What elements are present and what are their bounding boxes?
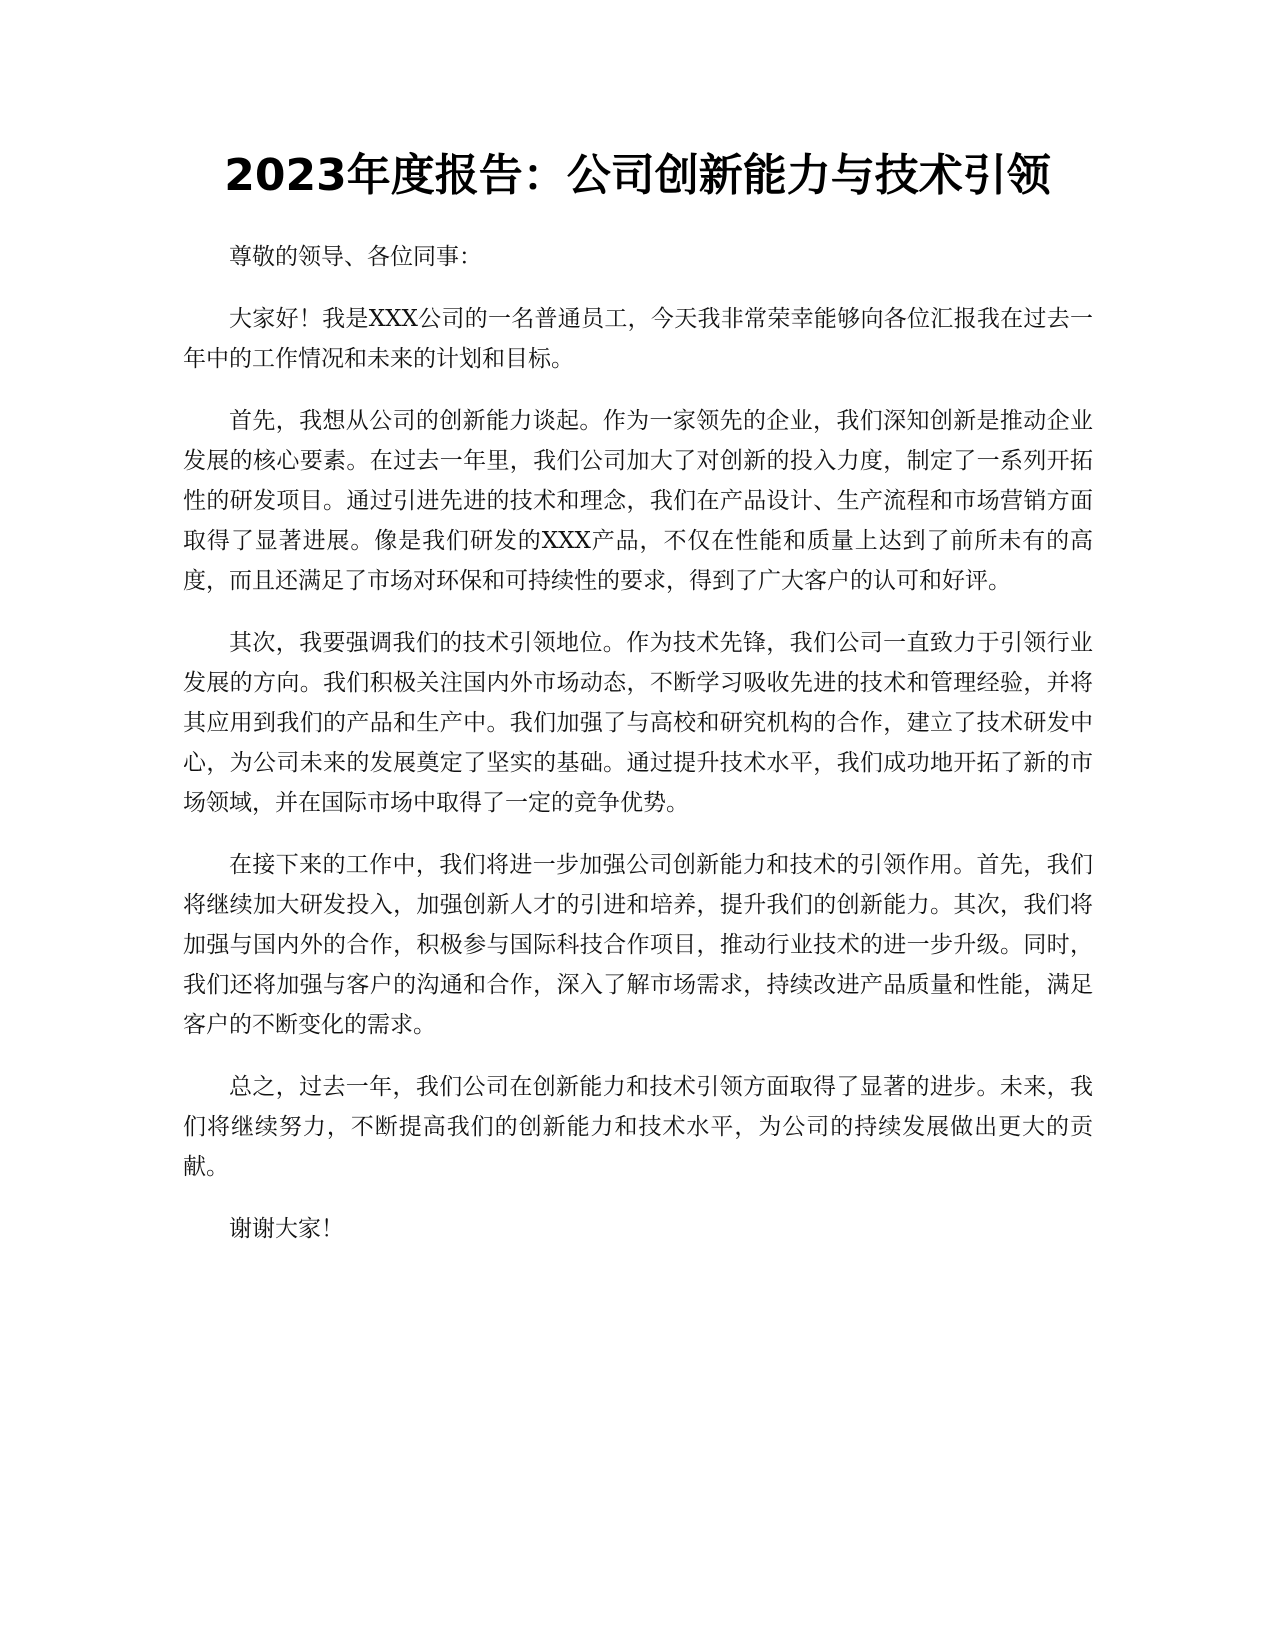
paragraph-innovation: 首先，我想从公司的创新能力谈起。作为一家领先的企业，我们深知创新是推动企业发展的核心要素。在过去一年里，我们公司加大了对创新的投入力度，制定了一系列开拓性的研发项目。通过引进先进的技术和理念，我们在产品设计、生产流程和市场营销方面取得了显著进展。像是我们研发的XXX产品，不仅在性能和质量上达到了前所未有的高度，而且还满足了市场对环保和可持续性的要求，得到了广大客户的认可和好评。 (183, 408, 1093, 594)
closing-thanks: 谢谢大家！ (229, 1216, 344, 1242)
salutation: 尊敬的领导、各位同事： (229, 244, 482, 270)
paragraph-future-plan: 在接下来的工作中，我们将进一步加强公司创新能力和技术的引领作用。首先，我们将继续加大研发投入，加强创新人才的引进和培养，提升我们的创新能力。其次，我们将加强与国内外的合作，积极参与国际科技合作项目，推动行业技术的进一步升级。同时，我们还将加强与客户的沟通和合作，深入了解市场需求，持续改进产品质量和性能，满足客户的不断变化的需求。 (183, 852, 1093, 1038)
paragraph-technology: 其次，我要强调我们的技术引领地位。作为技术先锋，我们公司一直致力于引领行业发展的方向。我们积极关注国内外市场动态，不断学习吸收先进的技术和管理经验，并将其应用到我们的产品和生产中。我们加强了与高校和研究机构的合作，建立了技术研发中心，为公司未来的发展奠定了坚实的基础。通过提升技术水平，我们成功地开拓了新的市场领域，并在国际市场中取得了一定的竞争优势。 (183, 630, 1093, 816)
paragraph-conclusion: 总之，过去一年，我们公司在创新能力和技术引领方面取得了显著的进步。未来，我们将继续努力，不断提高我们的创新能力和技术水平，为公司的持续发展做出更大的贡献。 (183, 1074, 1093, 1180)
document-title: 2023年度报告：公司创新能力与技术引领 (224, 150, 1051, 201)
document-body (183, 237, 1093, 1271)
paragraph-greeting: 大家好！我是XXX公司的一名普通员工，今天我非常荣幸能够向各位汇报我在过去一年中的工作情况和未来的计划和目标。 (183, 306, 1093, 372)
